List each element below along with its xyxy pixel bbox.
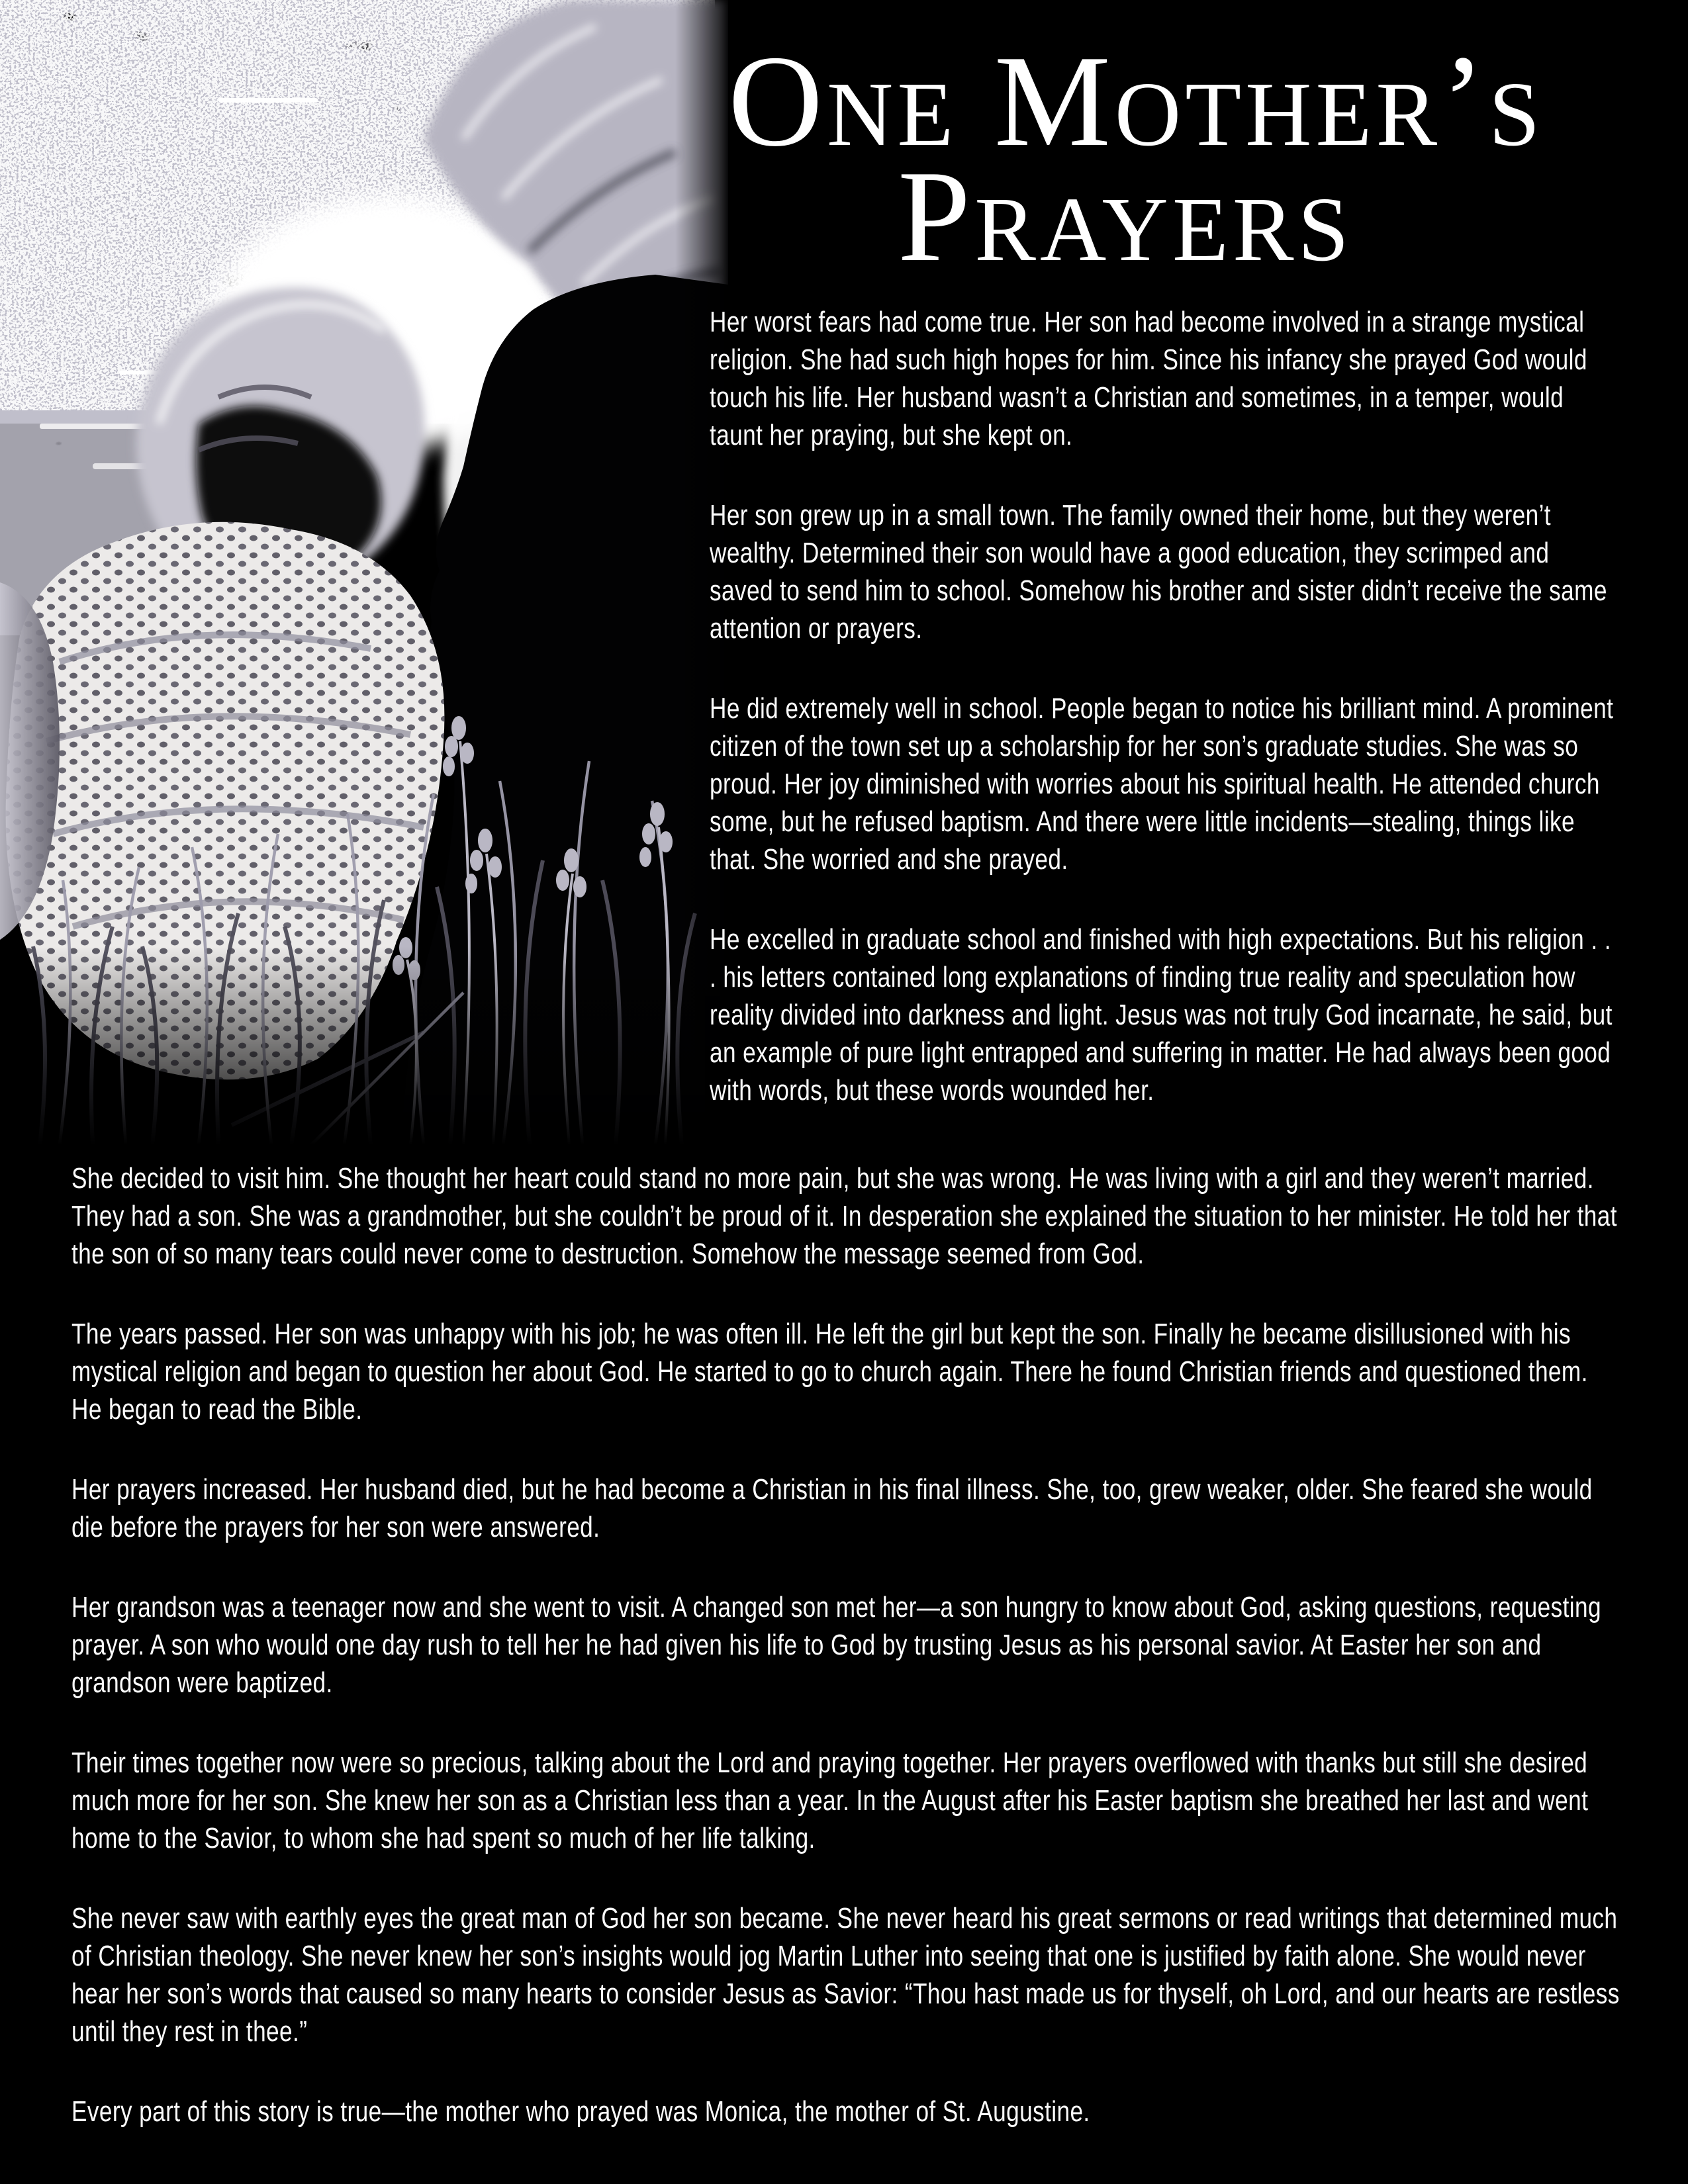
intro-paragraphs [710,303,1617,1152]
story-paragraph-3: He did extremely well in school. People began to notice his brilliant mind. A prominent citizen of the town set up a scholarship for her son’s graduate studies. She was so proud. Her joy diminished with worries about his spiritual health. He attended church some, but he refused baptism. And there were little incidents—stealing, things like that. She worried and she prayed. [710,692,1614,876]
title-line-1: One Mother’s [728,28,1544,173]
page-title [728,28,1544,289]
story-paragraph-6: The years passed. Her son was unhappy with his job; he was often ill. He left the girl but kept the son. Finally he became disillusioned with his mystical religion and began to question her about God. He started to go to church again. There he found Christian friends and questioned them. He began to read the Bible. [71,1318,1588,1426]
story-paragraph-8: Her grandson was a teenager now and she went to visit. A changed son met her—a son hungry to know about God, asking questions, requesting prayer. A son who would one day rush to tell her he had given his life to God by trusting Jesus as his personal savior. At Easter her son and grandson were baptized. [71,1591,1601,1699]
bottom-fade [0,946,728,1145]
story-paragraph-7: Her prayers increased. Her husband died, but he had become a Christian in his final illness. She, too, grew weaker, older. She feared she would die before the prayers for her son were answered. [71,1473,1593,1543]
story-paragraph-4: He excelled in graduate school and finished with high expectations. But his religion . . . his letters contained long explanations of finding true reality and speculation how reality divided into darkness and light. Jesus was not truly God incarnate, he said, but an example of pure light entrapped and suffering in matter. He had always been good with words, but these words wounded her. [710,923,1613,1107]
title-line-2: Prayers [898,144,1353,289]
mother-child-photo [0,0,728,1145]
story-paragraph-5: She decided to visit him. She thought her heart could stand no more pain, but she was wrong. He was living with a girl and they weren’t married. They had a son. She was a grandmother, but she couldn’t be proud of it. In desperation she explained the situation to her minister. He told her that the son of so many tears could never come to destruction. Somehow the message seemed from God. [71,1162,1617,1270]
story-paragraph-11: Every part of this story is true—the mother who prayed was Monica, the mother of St. Augustine. [71,2095,1090,2128]
story-paragraph-10: She never saw with earthly eyes the great man of God her son became. She never heard his great sermons or read writings that determined much of Christian theology. She never knew her son’s insights would jog Martin Luther into seeing that one is justified by faith alone. She would never hear her son’s words that caused so many hearts to consider Jesus as Savior: “Thou hast made us for thyself, oh Lord, and our hearts are restless until they rest in thee.” [71,1902,1620,2048]
story-paragraph-2: Her son grew up in a small town. The family owned their home, but they weren’t wealthy. Determined their son would have a good education, they scrimped and saved to send him to school. Somehow his brother and sister didn’t receive the same attention or prayers. [710,499,1607,645]
body-paragraphs [71,1160,1620,2173]
story-paragraph-9: Their times together now were so precious, talking about the Lord and praying together. Her prayers overflowed with thanks but still she desired much more for her son. She knew her son as a Christian less than a year. In the August after his Easter baptism she breathed her last and went home to the Savior, to whom she had spent so much of her life talking. [71,1747,1589,1854]
story-paragraph-1: Her worst fears had come true. Her son had become involved in a strange mystical religion. She had such high hopes for him. Since his infancy she prayed God would touch his life. Her husband wasn’t a Christian and sometimes, in a temper, would taunt her praying, but she kept on. [710,306,1587,451]
